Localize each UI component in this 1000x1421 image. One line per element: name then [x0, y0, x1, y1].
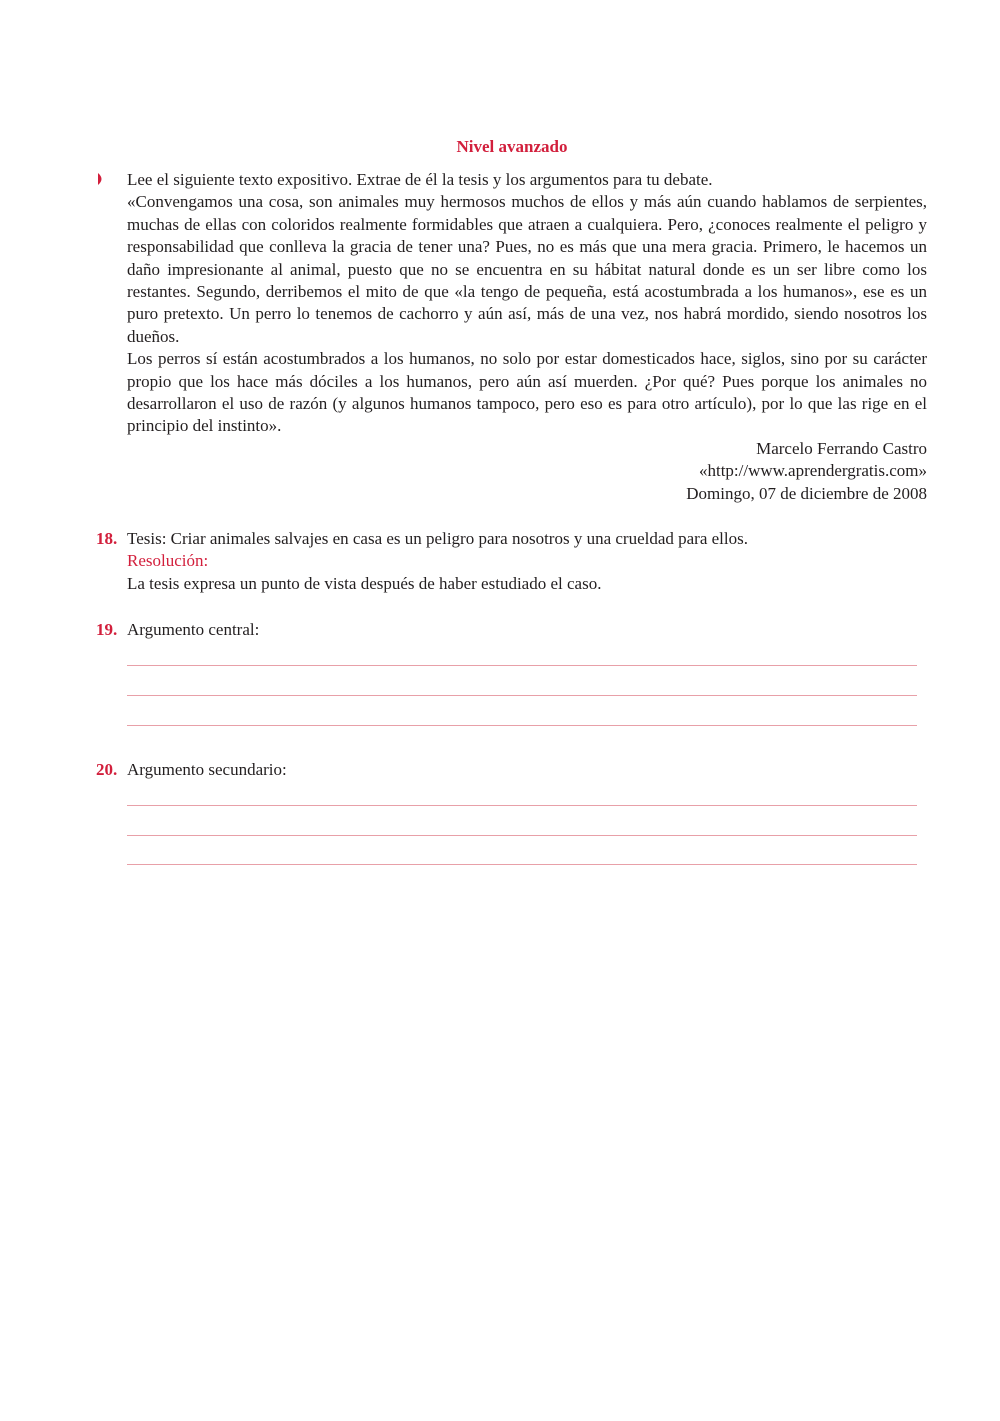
instruction-text: Lee el siguiente texto expositivo. Extrae de él la tesis y los argumentos para tu debate.: [127, 170, 713, 189]
attribution-author: Marcelo Ferrando Castro: [756, 438, 927, 458]
section-heading: Nivel avanzado: [456, 137, 568, 156]
bullet-icon: [96, 171, 106, 187]
resolution-text: La tesis expresa un punto de vista después de haber estudiado el caso.: [127, 573, 602, 593]
answer-line[interactable]: [127, 864, 917, 865]
question-18-label: Tesis: Criar animales salvajes en casa es un peligro para nosotros y una crueldad para ellos.: [127, 529, 748, 548]
attribution-date: Domingo, 07 de diciembre de 2008: [686, 483, 927, 503]
text-paragraph-1: «Convengamos una cosa, son animales muy hermosos muchos de ellos y más aún cuando hablamos de serpientes, muchas de ellas con coloridos realmente formidables que atraen a cualquiera. Pero, ¿conoces realmente el peligro y responsabilidad que conlleva la gracia de tener una? Pues, no es más que una mera gracia. Primero, le hacemos un daño impresionante al animal, puesto que no se encuentra en su hábitat natural donde es un ser libre como los restantes. Segundo, derribemos el mito de que «la tengo de pequeña, está acostumbrada a los humanos», ese es un puro pretexto. Un perro lo tenemos de cachorro y aún así, más de una vez, nos habrá mordido, siendo nosotros los dueños.: [127, 192, 927, 346]
reading-block: [127, 169, 927, 505]
answer-line[interactable]: [127, 805, 917, 806]
answer-line[interactable]: [127, 725, 917, 726]
answer-line[interactable]: [127, 665, 917, 666]
question-19-number: 19.: [96, 620, 118, 639]
resolution-label: Resolución:: [127, 551, 209, 571]
question-20-number: 20.: [96, 760, 118, 779]
text-paragraph-2: Los perros sí están acostumbrados a los humanos, no solo por estar domesticados hace, siglos, sino por su carácter propio que los hace más dóciles a los humanos, pero aún así muerden. ¿Por qué? Pues porque los animales no desarrollaron el uso de razón (y algunos humanos tampoco, pero eso es para otro artículo), por lo que las rige en el principio del instinto».: [127, 349, 927, 436]
attribution-source: «http://www.aprendergratis.com»: [698, 461, 927, 481]
answer-line[interactable]: [127, 695, 917, 696]
question-18: [127, 528, 927, 595]
question-18-number: 18.: [96, 529, 118, 548]
question-19-label: Argumento central:: [127, 620, 260, 639]
question-20-label: Argumento secundario:: [127, 760, 287, 779]
answer-line[interactable]: [127, 835, 917, 836]
